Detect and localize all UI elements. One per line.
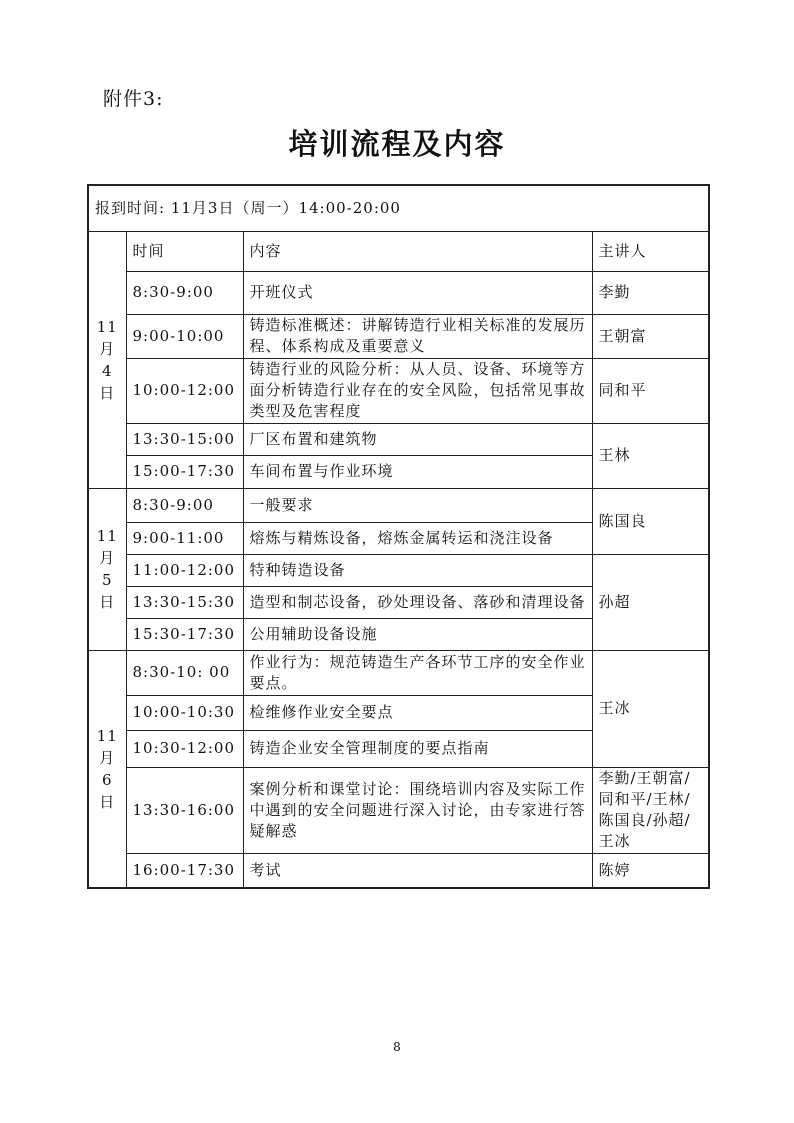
date-part: 月 — [99, 549, 116, 567]
session-content: 铸造企业安全管理制度的要点指南 — [243, 730, 592, 767]
report-time: 报到时间: 11月3日（周一）14:00-20:00 — [88, 185, 709, 231]
date-part: 11 — [96, 527, 118, 545]
session-time: 9:00-10:00 — [126, 314, 243, 358]
date-part: 11 — [96, 726, 118, 745]
session-speaker: 陈婷 — [592, 853, 709, 888]
session-content: 检维修作业安全要点 — [243, 695, 592, 730]
session-speaker: 李勤 — [592, 271, 709, 314]
date-part: 5 — [101, 571, 113, 589]
session-content: 一般要求 — [243, 488, 592, 522]
date-part: 6 — [101, 770, 113, 789]
session-time: 9:00-11:00 — [126, 522, 243, 554]
session-time: 11:00-12:00 — [126, 554, 243, 586]
session-time: 16:00-17:30 — [126, 853, 243, 888]
table-row — [88, 488, 709, 522]
session-content: 熔炼与精炼设备，熔炼金属转运和浇注设备 — [243, 522, 592, 554]
attachment-label: 附件3: — [103, 88, 164, 110]
date-nov-5 — [88, 488, 126, 650]
table-row — [88, 554, 709, 586]
session-time: 10:00-10:30 — [126, 695, 243, 730]
header-speaker: 主讲人 — [592, 231, 709, 271]
date-part: 日 — [99, 383, 116, 402]
table-row — [88, 650, 709, 695]
header-time: 时间 — [126, 231, 243, 271]
date-nov-6 — [88, 650, 126, 888]
table-row — [88, 767, 709, 853]
session-time: 13:30-16:00 — [126, 767, 243, 853]
header-content: 内容 — [243, 231, 592, 271]
table-row — [88, 271, 709, 314]
session-content: 考试 — [243, 853, 592, 888]
session-content: 铸造行业的风险分析：从人员、设备、环境等方面分析铸造行业存在的安全风险，包括常见事故类型及危害程度 — [243, 358, 592, 423]
session-speaker: 陈国良 — [592, 488, 709, 554]
session-time: 10:30-12:00 — [126, 730, 243, 767]
session-speaker: 孙超 — [592, 554, 709, 650]
session-time: 8:30-9:00 — [126, 488, 243, 522]
session-content: 开班仪式 — [243, 271, 592, 314]
date-part: 11 — [96, 317, 118, 336]
session-content: 特种铸造设备 — [243, 554, 592, 586]
table-row — [88, 358, 709, 423]
session-speaker: 王冰 — [592, 650, 709, 767]
date-part: 月 — [99, 339, 116, 358]
session-content: 造型和制芯设备，砂处理设备、落砂和清理设备 — [243, 586, 592, 618]
session-content: 铸造标准概述：讲解铸造行业相关标准的发展历程、体系构成及重要意义 — [243, 314, 592, 358]
session-speaker: 王林 — [592, 423, 709, 488]
page-title: 培训流程及内容 — [288, 127, 506, 161]
date-part: 日 — [99, 593, 116, 611]
session-speaker: 李勤/王朝富/同和平/王林/陈国良/孙超/王冰 — [592, 767, 709, 853]
session-time: 10:00-12:00 — [126, 358, 243, 423]
table-row — [88, 853, 709, 888]
date-part: 4 — [101, 361, 113, 380]
session-content: 车间布置与作业环境 — [243, 455, 592, 488]
session-speaker: 王朝富 — [592, 314, 709, 358]
date-part: 日 — [99, 792, 116, 811]
session-content: 作业行为：规范铸造生产各环节工序的安全作业要点。 — [243, 650, 592, 695]
session-speaker: 同和平 — [592, 358, 709, 423]
report-time-row — [88, 185, 709, 231]
session-content: 案例分析和课堂讨论：围绕培训内容及实际工作中遇到的安全问题进行深入讨论，由专家进行答疑解惑 — [243, 767, 592, 853]
date-part: 月 — [99, 748, 116, 767]
schedule-table — [87, 184, 710, 889]
session-time: 8:30-9:00 — [126, 271, 243, 314]
session-time: 15:00-17:30 — [126, 455, 243, 488]
table-row — [88, 314, 709, 358]
date-nov-4 — [88, 231, 126, 488]
header-row — [88, 231, 709, 271]
session-content: 公用辅助设备设施 — [243, 618, 592, 650]
session-time: 8:30-10: 00 — [126, 650, 243, 695]
session-time: 13:30-15:00 — [126, 423, 243, 455]
page-number: 8 — [393, 1040, 401, 1054]
session-content: 厂区布置和建筑物 — [243, 423, 592, 455]
session-time: 13:30-15:30 — [126, 586, 243, 618]
table-row — [88, 423, 709, 455]
session-time: 15:30-17:30 — [126, 618, 243, 650]
